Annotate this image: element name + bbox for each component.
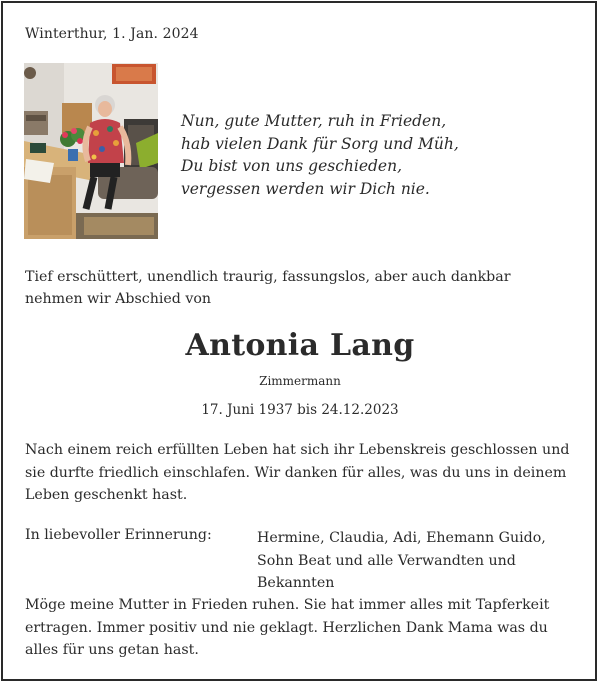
intro-text: Tief erschüttert, unendlich traurig, fassungslos, aber auch dankbar nehmen wir Abschied von <box>25 269 511 307</box>
portrait-photo <box>24 63 158 239</box>
deceased-occupation: Zimmermann <box>259 374 341 388</box>
life-dates: 17. Juni 1937 bis 24.12.2023 <box>201 402 399 418</box>
closing-paragraph: Möge meine Mutter in Frieden ruhen. Sie hat immer alles mit Tapferkeit ertragen. Immer positiv und nie geklagt. Herzlichen Dank Mama was du alles für uns getan hast. <box>25 597 550 658</box>
deceased-name: Antonia Lang <box>185 328 415 363</box>
place-date: Winterthur, 1. Jan. 2024 <box>25 26 199 42</box>
life-paragraph: Nach einem reich erfüllten Leben hat sich ihr Lebenskreis geschlossen und sie durfte friedlich einschlafen. Wir danken für alles, was du uns in deinem Leben geschenkt hast. <box>25 442 570 503</box>
memory-label: In liebevoller Erinnerung: <box>25 527 212 543</box>
poem-verse: Nun, gute Mutter, ruh in Frieden, hab vielen Dank für Sorg und Müh, Du bist von uns geschieden, vergessen werden wir Dich nie. <box>181 112 459 198</box>
mourners-list: Hermine, Claudia, Adi, Ehemann Guido, Sohn Beat und alle Verwandten und Bekannten <box>257 530 546 591</box>
